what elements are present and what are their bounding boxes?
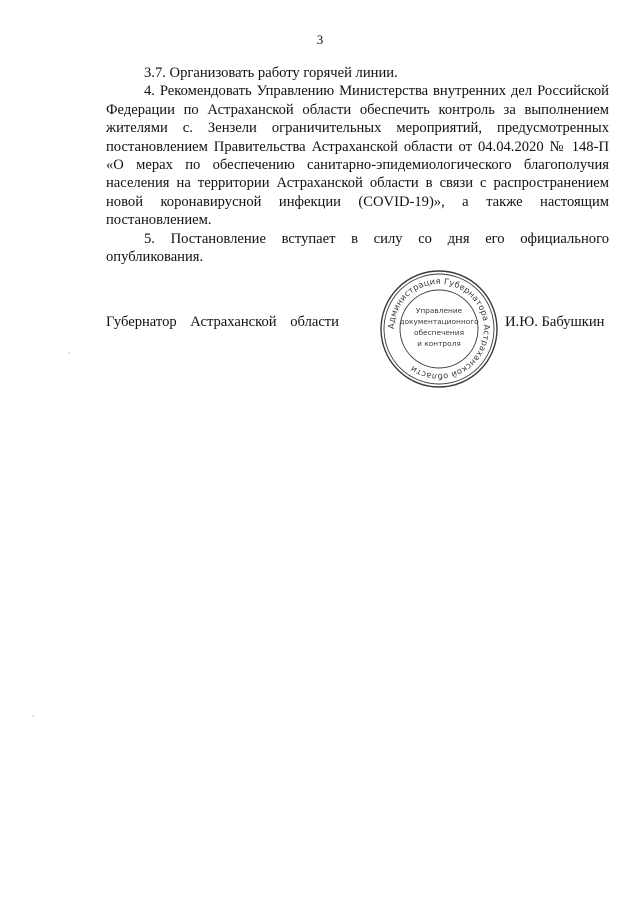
paragraph-5: 5. Постановление вступает в силу со дня его официального опубликования. — [106, 230, 609, 266]
page-number: 3 — [316, 32, 324, 47]
stamp-inner-line-2: документационного — [399, 317, 479, 326]
paragraph-3-7: 3.7. Организовать работу горячей линии. — [144, 65, 398, 81]
signature-title: Губернатор Астраханской области — [106, 314, 339, 330]
paragraph-4: 4. Рекомендовать Управлению Министерства внутренних дел Российской Федерации по Астраханской области обеспечить контроль за выполнением жителями с. Зензели ограничительных мероприятий, предусмотренных постановлением Правительства Астраханской области от 04.04.2020 № 148-П «О мерах по обеспечению санитарно-эпидемиологического благополучия населения на территории Астраханской области в связи с распространением новой коронавирусной инфекции (COVID-19)», а также настоящим постановлением. — [106, 83, 609, 229]
scan-speck — [68, 352, 69, 353]
scan-speck — [32, 715, 33, 716]
signatory-name: И.Ю. Бабушкин — [505, 314, 605, 330]
stamp-ring-text: Администрация Губернатора Астраханской области — [385, 275, 493, 383]
stamp-inner-line-4: и контроля — [417, 339, 461, 348]
stamp-inner-line-3: обеспечения — [413, 328, 465, 337]
stamp-inner-line-1: Управление — [415, 306, 463, 315]
